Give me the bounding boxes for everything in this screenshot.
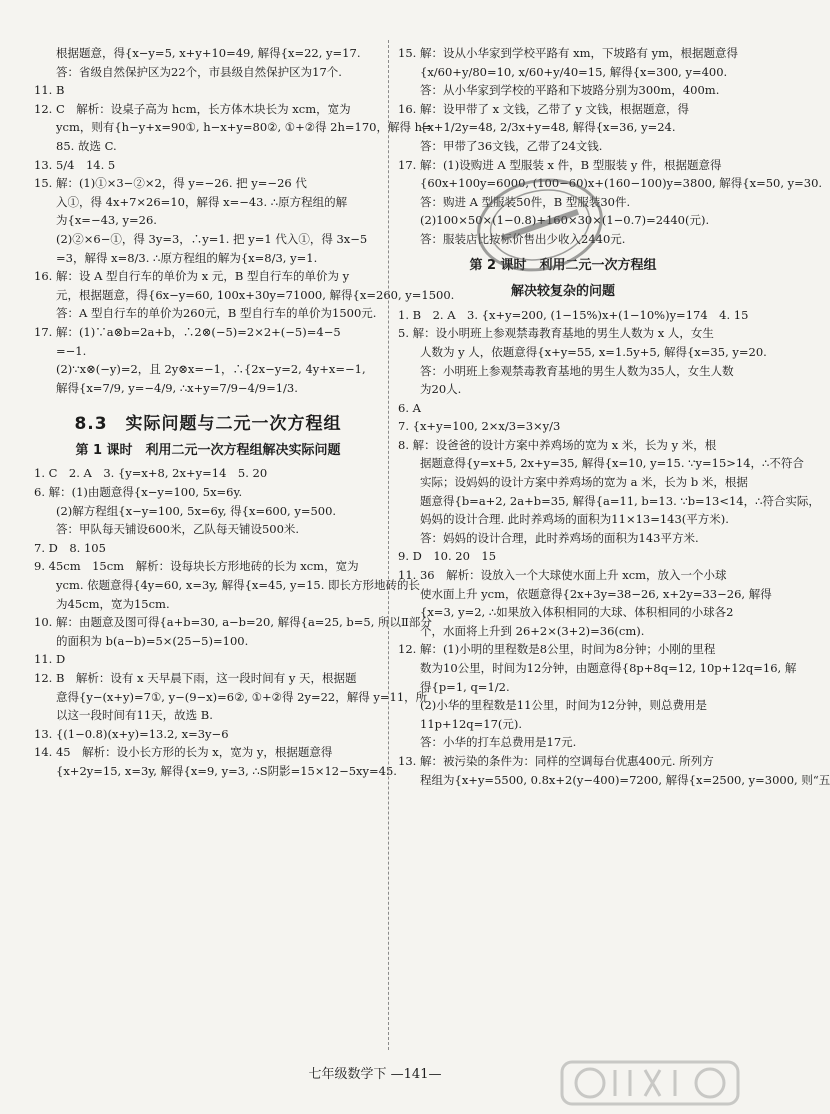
text-line: 17. 解：(1)∵a⊗b=2a+b，∴2⊗(−5)=2×2+(−5)=4−5 <box>34 324 341 339</box>
text-line: 答：从小华家到学校的平路和下坡路分别为300m，400m. <box>420 83 720 98</box>
text-line: 为45cm，宽为15cm. <box>56 596 170 611</box>
section-heading: 第 2 课时 利用二元一次方程组 <box>469 257 657 273</box>
text-line: 得{p=1, q=1/2. <box>420 679 510 694</box>
text-line: (2)小华的里程数是11公里，时间为12分钟，则总费用是 <box>420 698 708 713</box>
text-line: {x+2y=15, x=3y, 解得{x=9, y=3, ∴S阴影=15×12−5xy=45. <box>56 763 397 778</box>
text-line: 元，根据题意，得{6x−y=60, 100x+30y=71000, 解得{x=260, y=1500. <box>56 287 455 302</box>
right-column <box>398 44 830 789</box>
text-line: 实际；设妈妈的设计方案中养鸡场的宽为 a 米，长为 b 米，根据 <box>420 475 748 490</box>
text-line: 6. A <box>398 400 421 415</box>
text-line: 答：甲队每天铺设600米，乙队每天铺设500米. <box>56 522 300 537</box>
text-line: 12. B 解析：设有 x 天早晨下雨，这一段时间有 y 天，根据题 <box>34 671 357 685</box>
text-line: ycm. 依题意得{4y=60, x=3y, 解得{x=45, y=15. 即长方形地砖的长 <box>56 578 421 593</box>
text-line: 为{x=−43, y=26. <box>56 213 157 228</box>
text-line: 答：小华的打车总费用是17元. <box>420 735 577 750</box>
text-line: (2)∵x⊗(−y)=2，且 2y⊗x=−1，∴{2x−y=2, 4y+x=−1, <box>56 362 366 377</box>
text-line: 解得{x=7/9, y=−4/9, ∴x+y=7/9−4/9=1/3. <box>56 380 298 395</box>
text-line: ycm，则有{h−y+x=90①, h−x+y=80②, ①+②得 2h=170，解得 h= <box>56 120 432 135</box>
text-line: 的面积为 b(a−b)=5×(25−5)=100. <box>56 633 249 648</box>
section-heading: 8.3 实际问题与二元一次方程组 <box>74 414 342 435</box>
text-line: {60x+100y=6000, (100−60)x+(160−100)y=3800, 解得{x=50, y=30. <box>420 176 823 191</box>
text-line: 答：小明班上参观禁毒教育基地的男生人数为35人，女生人数 <box>420 363 734 378</box>
text-line: {x+1/2y=48, 2/3x+y=48, 解得{x=36, y=24. <box>420 120 676 135</box>
text-line: 17. 解：(1)设购进 A 型服装 x 件，B 型服装 y 件，根据题意得 <box>398 157 722 172</box>
text-line: (2)②×6−①，得 3y=3，∴y=1. 把 y=1 代入①，得 3x−5 <box>56 231 368 246</box>
text-line: 15. 解：设从小华家到学校平路有 xm，下坡路有 ym，根据题意得 <box>398 46 739 60</box>
page-footer: 七年级数学下 —141— <box>308 1067 442 1082</box>
column-divider <box>388 40 389 1050</box>
text-line: 11. B <box>34 83 65 98</box>
text-line: 6. 解：(1)由题意得{x−y=100, 5x=6y. <box>34 485 243 500</box>
text-line: 12. C 解析：设桌子高为 hcm，长方体木块长为 xcm，宽为 <box>34 101 351 116</box>
text-line: 9. 45cm 15cm 解析：设每块长方形地砖的长为 xcm，宽为 <box>34 559 359 574</box>
text-line: 16. 解：设甲带了 x 文钱，乙带了 y 文钱，根据题意，得 <box>398 101 690 116</box>
text-line: 15. 解：(1)①×3−②×2，得 y=−26. 把 y=−26 代 <box>34 176 307 191</box>
text-line: 11p+12q=17(元). <box>420 716 523 731</box>
text-line: 程组为{x+y=5500, 0.8x+2(y−400)=7200, 解得{x=2500, y=3000, 则“五 <box>420 772 830 787</box>
text-line: 据题意得{y=x+5, 2x+y=35, 解得{x=10, y=15. ∵y=15>14，∴不符合 <box>420 456 804 471</box>
text-line: 个，水面将上升到 26+2×(3+2)=36(cm). <box>420 623 645 638</box>
text-line: 85. 故选 C. <box>56 138 117 153</box>
text-line: 8. 解：设爸爸的设计方案中养鸡场的宽为 x 米，长为 y 米，根 <box>398 437 717 452</box>
text-line: 根据题意，得{x−y=5, x+y+10=49, 解得{x=22, y=17. <box>56 46 361 60</box>
text-line: 10. 解：由题意及图可得{a+b=30, a−b=20, 解得{a=25, b=5, 所以Ⅱ部分 <box>34 615 432 630</box>
text-line: 13. {(1−0.8)(x+y)=13.2, x=3y−6 <box>34 726 229 741</box>
text-line: 数为10公里，时间为12分钟，由题意得{8p+8q=12, 10p+12q=16, 解 <box>420 661 797 675</box>
text-line: 答：妈妈的设计合理，此时养鸡场的面积为143平方米. <box>420 530 699 545</box>
text-line: 为20人. <box>420 382 462 397</box>
section-heading: 解决较复杂的问题 <box>510 284 615 300</box>
text-line: 1. C 2. A 3. {y=x+8, 2x+y=14 5. 20 <box>34 466 268 481</box>
text-line: 入①，得 4x+7×26=10，解得 x=−43. ∴原方程组的解 <box>56 194 348 209</box>
text-line <box>34 397 382 407</box>
text-line: 妈妈的设计合理. 此时养鸡场的面积为11×13=143(平方米). <box>420 512 729 527</box>
text-line: 题意得{b=a+2, 2a+b=35, 解得{a=11, b=13. ∵b=13<14，∴符合实际， <box>420 493 820 508</box>
text-line: 人数为 y 人，依题意得{x+y=55, x=1.5y+5, 解得{x=35, y=20. <box>420 344 767 359</box>
text-line: 11. D <box>34 652 66 667</box>
text-line: {x/60+y/80=10, x/60+y/40=15, 解得{x=300, y=400. <box>420 64 728 79</box>
text-line: 意得{y−(x+y)=7①, y−(9−x)=6②, ①+②得 2y=22，解得 y=11，所 <box>56 689 428 704</box>
text-line: 以这一段时间有11天，故选 B. <box>56 708 213 723</box>
text-line: 1. B 2. A 3. {x+y=200, (1−15%)x+(1−10%)y=174 4. 15 <box>398 307 749 322</box>
text-line: 答：甲带了36文钱，乙带了24文钱. <box>420 138 603 153</box>
text-line: 16. 解：设 A 型自行车的单价为 x 元，B 型自行车的单价为 y <box>34 269 350 284</box>
text-line: 7. D 8. 105 <box>34 540 106 555</box>
text-line: =−1. <box>56 343 87 358</box>
text-line: 14. 45 解析：设小长方形的长为 x，宽为 y，根据题意得 <box>34 745 333 760</box>
text-line: (2)100×50×(1−0.8)+160×30×(1−0.7)=2440(元). <box>420 213 710 228</box>
section-heading: 第 1 课时 利用二元一次方程组解决实际问题 <box>75 442 341 458</box>
text-line: {x=3, y=2, ∴如果放入体积相同的大球、体积相同的小球各2 <box>420 605 734 620</box>
text-line: 5. 解：设小明班上参观禁毒教育基地的男生人数为 x 人，女生 <box>398 326 714 341</box>
text-line: (2)解方程组{x−y=100, 5x=6y, 得{x=600, y=500. <box>56 503 337 518</box>
text-line: 答：省级自然保护区为22个，市县级自然保护区为17个. <box>56 64 342 79</box>
text-line: 13. 5/4 14. 5 <box>34 157 116 172</box>
text-line: 答：服装店比按标价售出少收入2440元. <box>420 231 626 246</box>
text-line: =3，解得 x=8/3. ∴原方程组的解为{x=8/3, y=1. <box>56 250 318 265</box>
text-line: 7. {x+y=100, 2×x/3=3×y/3 <box>398 419 561 434</box>
text-line: 13. 解：被污染的条件为：同样的空调每台优惠400元. 所列方 <box>398 753 714 768</box>
text-line: 答：A 型自行车的单价为260元，B 型自行车的单价为1500元. <box>56 306 377 321</box>
text-line: 答：购进 A 型服装50件，B 型服装30件. <box>420 194 631 209</box>
text-line: 12. 解：(1)小明的里程数是8公里，时间为8分钟；小刚的里程 <box>398 642 716 657</box>
text-line: 9. D 10. 20 15 <box>398 549 497 564</box>
text-line: 11. 36 解析：设放入一个大球使水面上升 xcm，放入一个小球 <box>398 568 727 583</box>
text-line: 使水面上升 ycm，依题意得{2x+3y=38−26, x+2y=33−26, 解得 <box>420 586 772 601</box>
